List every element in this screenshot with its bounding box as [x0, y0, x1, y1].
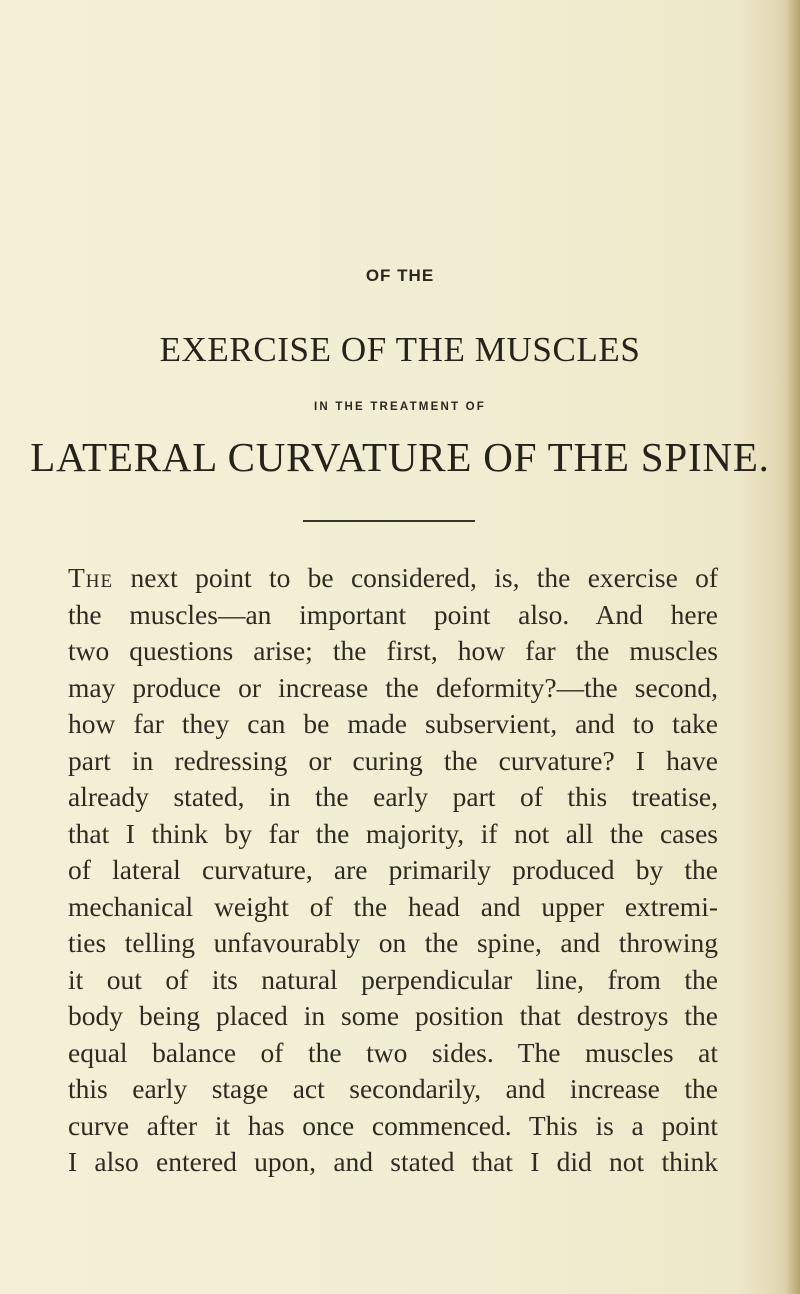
text-line: may produce or increase the deformity?—the second,	[68, 671, 718, 703]
text-line: mechanical weight of the head and upper extremi-	[68, 890, 718, 922]
text-line: how far they can be made subservient, and to take	[68, 708, 718, 739]
text-line: body being placed in some position that destroys the	[68, 1000, 718, 1031]
text-line: two questions arise; the first, how far the muscles	[68, 635, 718, 666]
text-line: this early stage act secondarily, and increase the	[68, 1073, 718, 1104]
text-line: already stated, in the early part of this treatise,	[68, 781, 718, 812]
section-divider	[303, 520, 475, 522]
text-line: the muscles—an important point also. And here	[68, 598, 718, 630]
text-line: part in redressing or curing the curvature? I have	[68, 744, 718, 776]
text-line-content: next point to be considered, is, the exercise of	[113, 562, 718, 593]
chapter-title: EXERCISE OF THE MUSCLES	[159, 330, 641, 369]
text-line: of lateral curvature, are primarily produced by the	[68, 854, 718, 885]
text-line: equal balance of the two sides. The muscles at	[68, 1036, 718, 1068]
text-line: I also entered upon, and stated that I did not think	[68, 1146, 718, 1177]
text-line: that I think by far the majority, if not all the cases	[68, 817, 718, 849]
heading-of-the: OF THE	[365, 266, 435, 285]
text-line: it out of its natural perpendicular line, from the	[68, 963, 718, 995]
chapter-subtitle: LATERAL CURVATURE OF THE SPINE.	[30, 434, 770, 480]
text-line: ties telling unfavourably on the spine, and throwing	[68, 927, 718, 958]
heading-connector: IN THE TREATMENT OF	[314, 401, 486, 413]
page-edge-shadow	[786, 0, 800, 1294]
opening-word: The	[68, 562, 114, 593]
body-paragraph	[68, 560, 718, 1181]
text-line: curve after it has once commenced. This is a point	[68, 1109, 718, 1141]
text-line	[68, 560, 718, 597]
